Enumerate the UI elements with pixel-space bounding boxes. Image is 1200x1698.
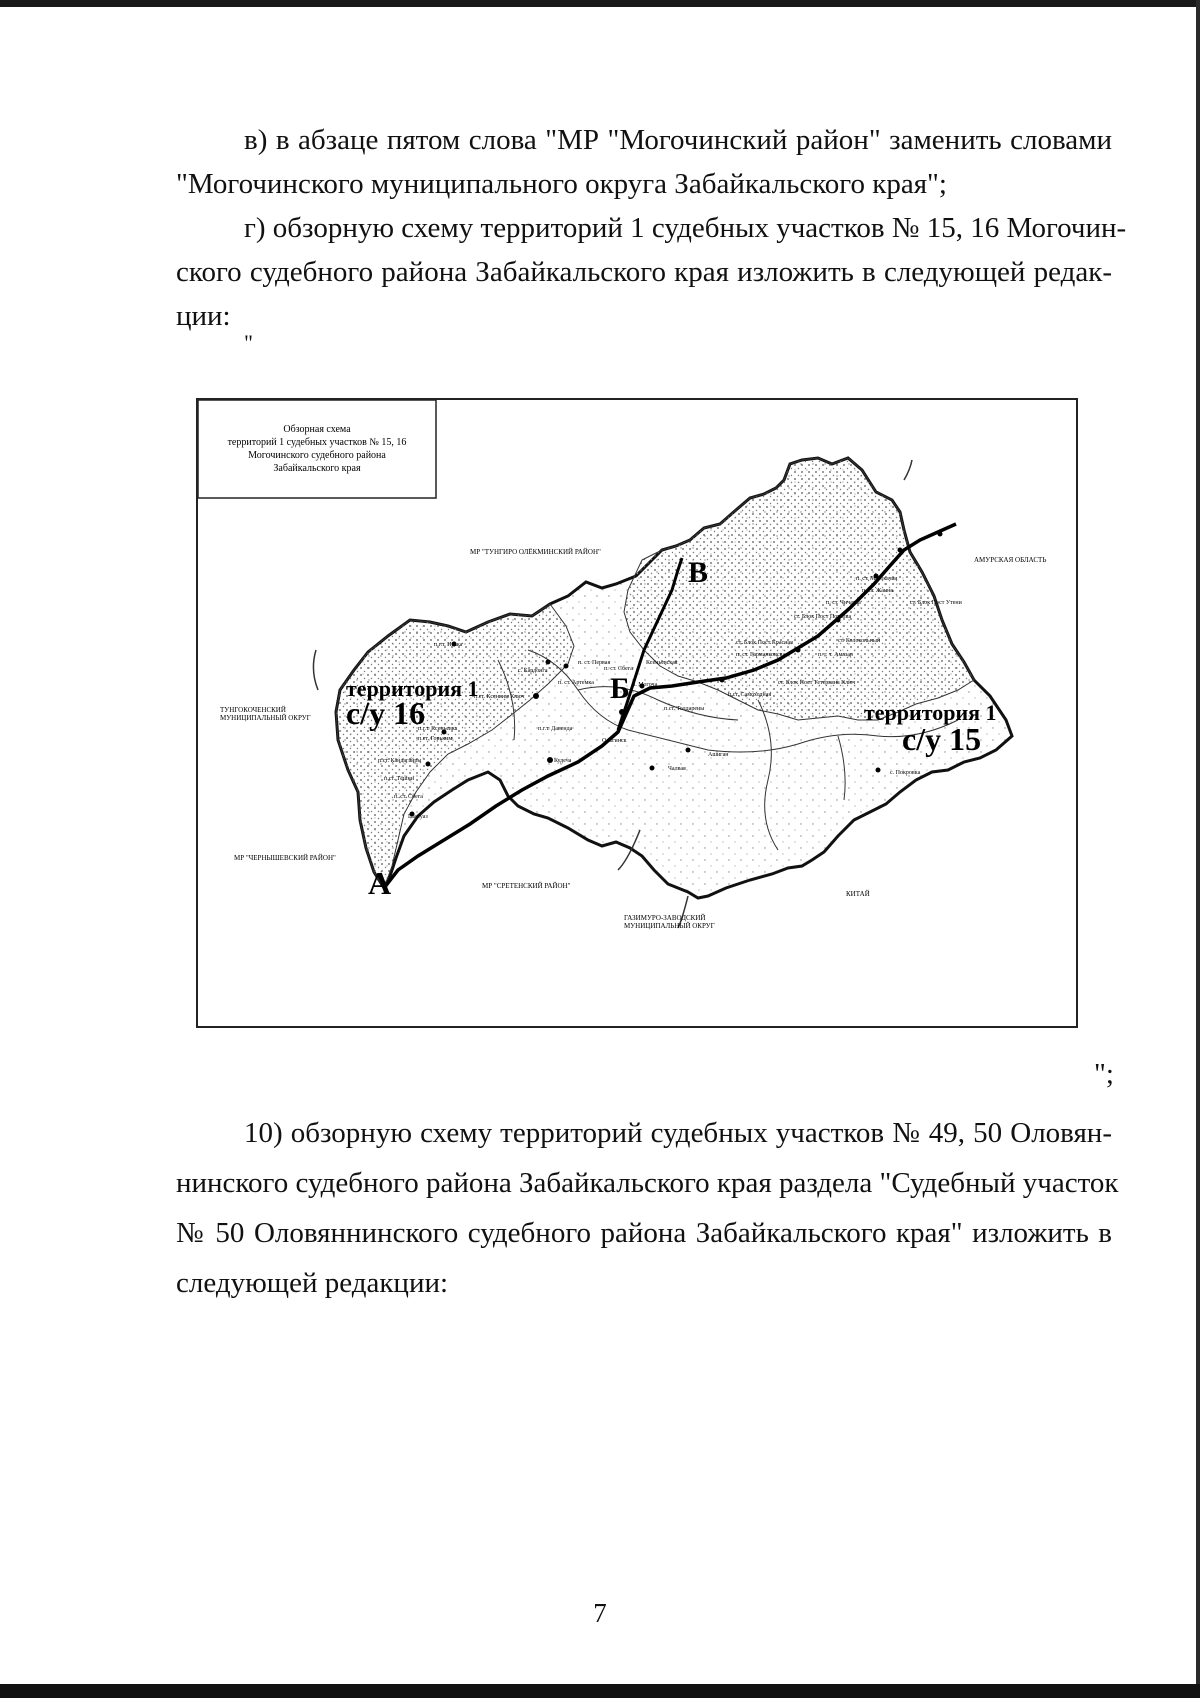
page-number: 7: [593, 1598, 607, 1628]
settlement-label: ст. Блок Пост Потапка: [794, 614, 852, 620]
settlement-label: ст. Колокольный: [838, 638, 881, 644]
closing-quote: ";: [1094, 1058, 1114, 1090]
settlement-label: Кудеча: [554, 758, 572, 764]
region-gazimur-line1: ГАЗИМУРО-ЗАВОДСКИЙ: [624, 914, 706, 922]
region-gazimur-line2: МУНИЦИПАЛЬНЫЙ ОКРУГ: [624, 922, 715, 930]
legend-line-3: Могочинского судебного района: [248, 450, 386, 461]
paragraph-v-line-1: в) в абзаце пятом слова "МР "Могочинский район" заменить словами: [244, 124, 1112, 156]
scan-top-edge: [0, 0, 1200, 7]
settlement-label: с. Покровка: [890, 770, 921, 776]
territory-15-label-line1: территория 1: [864, 700, 997, 725]
paragraph-10-line-1: 10) обзорную схему территорий судебных участков № 49, 50 Оловян-: [244, 1117, 1112, 1149]
settlement-label: п.г.т. Ксеньевка: [418, 726, 458, 732]
settlement-label: Ольгинск: [602, 738, 627, 744]
paragraph-v: [176, 118, 1112, 206]
territory-16-label-line2: с/у 16: [346, 695, 426, 731]
settlement-label: п. Могоча: [632, 682, 658, 688]
settlement-label: п.г.т. Давенда: [538, 726, 573, 732]
map-drawing: [198, 400, 1076, 1026]
region-tungokochen-line1: ТУНГОКОЧЕНСКИЙ: [220, 706, 286, 714]
paragraph-10-line-3: № 50 Оловяннинского судебного района Забайкальского края" изложить в: [176, 1217, 1112, 1249]
region-tungokochen-line2: МУНИЦИПАЛЬНЫЙ ОКРУГ: [220, 714, 311, 722]
settlement-label: п.ст. Тёшни: [384, 776, 414, 782]
scan-right-edge: [1196, 0, 1200, 1698]
settlement-label: с. Кардонга: [518, 668, 548, 674]
settlement-label: п. ст. Сбега: [604, 666, 633, 672]
point-a-label: А: [368, 865, 392, 901]
legend-box: [198, 400, 436, 498]
point-v-label: В: [688, 556, 709, 589]
region-amur: АМУРСКАЯ ОБЛАСТЬ: [974, 556, 1047, 564]
paragraph-10: [176, 1108, 1119, 1308]
settlement-label: Шалуаз: [408, 814, 428, 820]
point-b-label: Б: [610, 672, 630, 705]
paragraph-10-line-2: нинского судебного района Забайкальского края раздела "Судебный участок: [176, 1167, 1119, 1199]
paragraph-g-line-1: г) обзорную схему территорий 1 судебных участков № 15, 16 Могочин-: [244, 212, 1127, 244]
settlement-label: Ашиган: [708, 752, 729, 758]
paragraph-10-line-4: следующей редакции:: [176, 1267, 449, 1299]
overview-map: [196, 398, 1078, 1028]
settlement-label: п. ст. Чичатка: [826, 600, 861, 606]
settlement-label: п. ст. Гарманковская: [736, 652, 788, 658]
settlement-label: п. ст. Магокачаи: [856, 576, 898, 582]
settlement-label: п. ст. Сбега: [394, 794, 423, 800]
settlement-label: ст. Блок Пост Тетерьяна Ключ: [778, 680, 856, 686]
settlement-label: п.ст. Горьким: [418, 736, 453, 742]
paragraph-g-line-2: ского судебного района Забайкальского края изложить в следующей редак-: [176, 256, 1112, 288]
settlement-label: Ксеньевская: [646, 660, 678, 666]
legend-line-1: Обзорная схема: [283, 424, 351, 435]
scan-bottom-edge: [0, 1684, 1200, 1698]
settlement-label: п.ст. Кандагайры: [378, 758, 422, 764]
paragraph-g: [176, 206, 1127, 338]
opening-quote: ": [244, 330, 253, 355]
legend-line-4: Забайкальского края: [273, 463, 361, 474]
settlement-label: п. г. т. Амазар: [818, 652, 853, 658]
region-tungiro: МР "ТУНГИРО ОЛЁКМИНСКИЙ РАЙОН": [470, 548, 601, 556]
region-china: КИТАЙ: [846, 890, 870, 898]
paragraph-g-line-3: ции:: [176, 300, 231, 332]
settlement-label: п.ст. Толдарены: [664, 706, 705, 712]
settlement-label: п.ст. Самоходная: [728, 692, 772, 698]
settlement-label: ст. Блок Пост Красная: [736, 640, 793, 646]
settlement-label: п.г.т. Итака: [434, 642, 463, 648]
paragraph-v-line-2: "Могочинского муниципального округа Забайкальского края";: [176, 168, 947, 200]
settlement-label: п.ст. Ксеньим Ключ: [474, 694, 525, 700]
territory-15-label-line2: с/у 15: [902, 721, 982, 757]
region-chernyshev: МР "ЧЕРНЫШЕВСКИЙ РАЙОН": [234, 854, 336, 862]
settlement-label: п. ст. Жанна: [862, 588, 894, 594]
settlement-label: Чалвая: [668, 766, 686, 772]
region-sretensk: МР "СРЕТЕНСКИЙ РАЙОН": [482, 882, 571, 890]
territory-16-label-line1: территория 1: [346, 676, 479, 701]
settlement-label: п. ст. Первая: [578, 660, 611, 666]
settlement-label: ст. Блок Пост Утени: [910, 600, 962, 606]
legend-line-2: территорий 1 судебных участков № 15, 16: [227, 437, 407, 448]
settlement-label: п. ст. Артемка: [558, 680, 594, 686]
